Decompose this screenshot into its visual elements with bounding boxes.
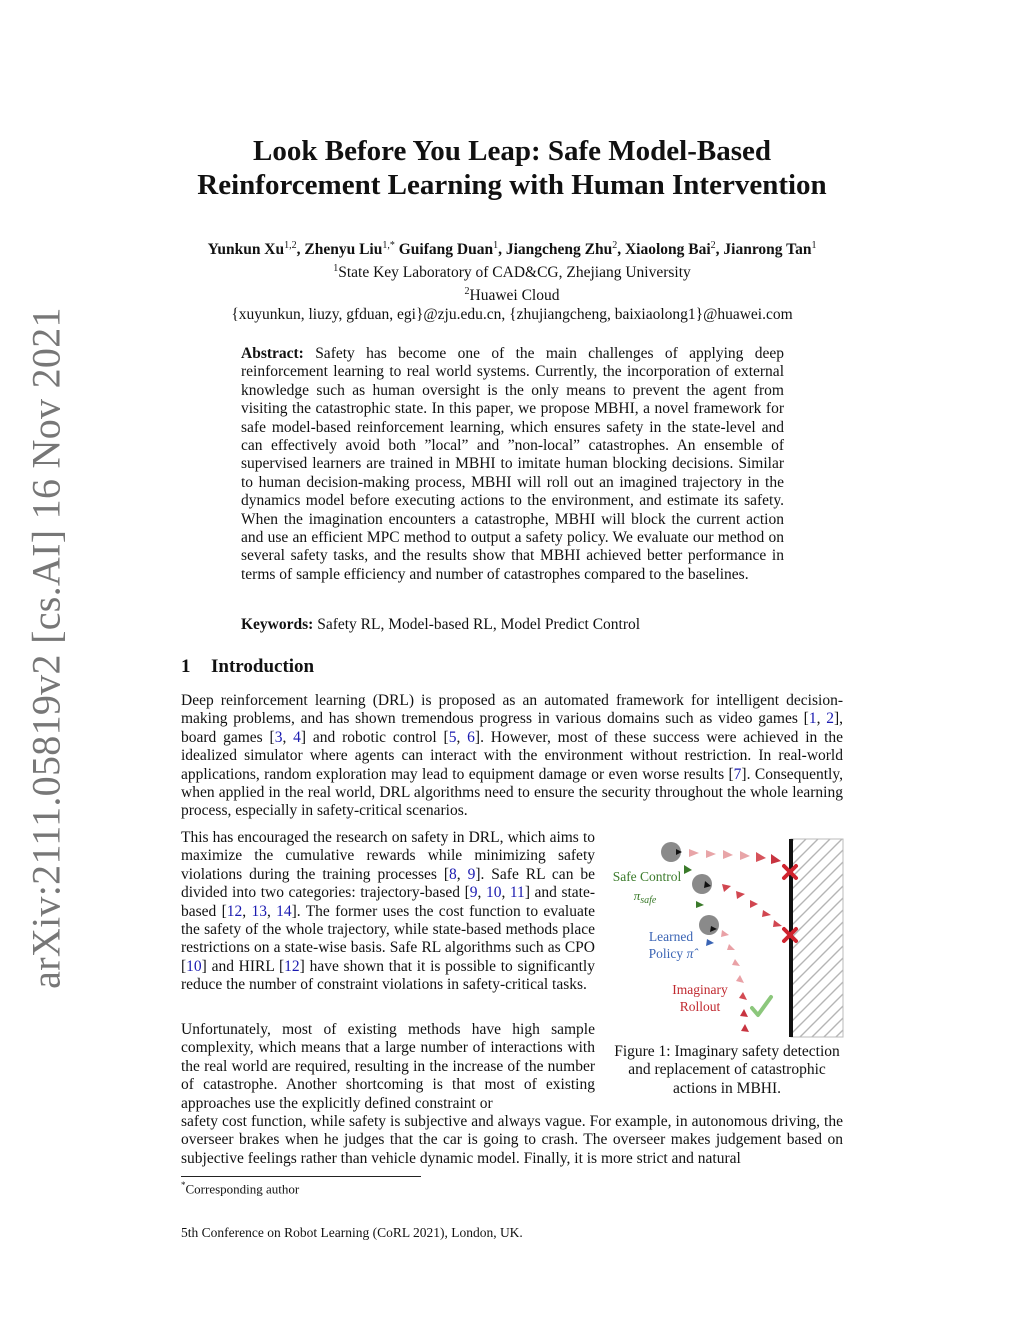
author-separator: , [617,241,625,259]
agent-1-icon [661,842,682,862]
author-affiliation-mark: 1 [811,240,817,251]
paragraph-intro-3: Unfortunately, most of existing methods have high sample complexity, which means that a large number of interactions with the real world are required, resulting in the increase of the number of catastrophe. Another shortcoming is that most of existing approaches use the explicitly defined constraint or [181,1021,595,1112]
citation-link[interactable]: 13 [251,902,267,920]
figure-label-policy: Policy π̂ [648,946,694,961]
section-heading [181,656,314,678]
author-name: Jianrong Tan [723,241,812,259]
author-emails: {xuyunkun, liuzy, gfduan, egi}@zju.edu.cn, {zhujiangcheng, baixiaolong1}@huawei.com [231,306,793,324]
affiliation-2-mark: 2 [464,286,470,298]
footnote-divider [181,1176,421,1177]
rollout-trajectory [721,930,749,1032]
author-affiliation-mark: 1,* [382,240,395,251]
affiliation-1 [150,259,874,282]
author-affiliation-mark: 1,2 [284,240,297,251]
citation-link[interactable]: 7 [733,765,742,783]
figure-label-rollout: Rollout [679,999,721,1014]
citation-link[interactable]: 11 [509,884,525,902]
author-affiliation-mark: 2 [612,240,618,251]
author-block [150,236,874,324]
citation-link[interactable]: 12 [226,902,243,920]
paragraph-intro-3-continued: safety cost function, while safety is subjective and always vague. For example, in autonomous driving, the overseer brakes when he judges that the car is going to crash. The overseer makes judgement based on subjective feelings rather than vehicle dynamic model. Finally, it is more strict and natural [181,1113,843,1167]
author-name: Yunkun Xu [207,241,285,259]
author-affiliation-mark: 1 [493,240,499,251]
figure-label-imaginary: Imaginary [672,982,728,997]
citation-link[interactable]: 12 [284,957,300,975]
figure-label-safe-control: Safe Control [612,869,682,884]
citation-link[interactable]: 3 [274,728,283,746]
keywords [241,616,784,634]
author-list [150,236,874,259]
arxiv-identifier [23,306,69,989]
figure-label-learned: Learned [648,929,694,944]
affiliation-1-mark: 1 [333,263,339,275]
author-name: Jiangcheng Zhu [505,241,613,259]
footnote-text: Corresponding author [185,1181,300,1197]
author-separator: , [296,241,305,259]
wall-hatch [791,839,843,1037]
author-affiliation-mark: 2 [710,240,716,251]
figure-1-diagram [605,836,850,1042]
affiliation-2 [150,282,874,305]
conference-note: 5th Conference on Robot Learning (CoRL 2021), London, UK. [181,1225,523,1240]
section-title: Introduction [211,656,315,677]
section-number: 1 [181,656,191,677]
author-separator: , [715,241,724,259]
figure-1-caption: Figure 1: Imaginary safety detection and replacement of catastrophic actions in MBHI. [614,1043,840,1097]
figure-label-pi-safe: $\pi_{safe}$ [633,888,657,906]
affiliation-2-text: Huawei Cloud [469,287,560,305]
footnote [181,1180,299,1197]
citation-link[interactable]: 9 [467,865,476,883]
author-separator: , [498,241,506,259]
citation-link[interactable]: 5 [448,728,457,746]
title-line-2: Reinforcement Learning with Human Intervention [197,169,827,201]
safe-trajectory [689,849,781,864]
safe-control-arrow [696,901,704,908]
abstract-label: Abstract: [241,345,304,362]
footnote-mark: * [181,1180,186,1190]
citation-link[interactable]: 1 [808,710,817,728]
citation-link[interactable]: 6 [467,728,475,746]
affiliation-1-text: State Key Laboratory of CAD&CG, Zhejiang University [338,264,691,282]
abstract [241,345,784,584]
paragraph-intro-2: This has encouraged the research on safety in DRL, which aims to maximize the cumulative rewards while minimizing safety violations during the training processes [8, 9]. Safe RL can be divided into two categories: trajectory-based [9, 10, 11] and state-based [12, 13, 14]. The former uses the cost function to evaluate the safety of the whole trajectory, while state-based methods place restrictions on a state-wise basis. Safe RL algorithms such as CPO [10] and HIRL [12] have shown that it is possible to significantly reduce the number of constraint violations in safety-critical tasks. [181,829,596,994]
citation-link[interactable]: 2 [826,710,834,728]
arxiv-identifier-text: arXiv:2111.05819v2 [cs.AI] 16 Nov 2021 [23,306,69,989]
abstract-text: Safety has become one of the main challenges of applying deep reinforcement learning to real world systems. Currently, the incorporation of external knowledge such as human oversight is the only means to prevent the agent from visiting the catastrophic state. In this paper, we propose MBHI, a novel framework for safe model-based reinforcement learning, which ensures safety in the state-level and can effectively avoid both ”local” and ”non-local” catastrophes. An ensemble of supervised learners are trained in MBHI to imitate human blocking decisions. Similar to human decision-making process, MBHI will roll out an imagined trajectory in the dynamics model before executing actions to the environment, and estimate its safety. When the imagination encounters a catastrophe, MBHI will block the current action and use an efficient MPC method to output a safety policy. We evaluate our method on several safety tasks, and the results show that MBHI achieved better performance in terms of sample efficiency and number of catastrophes compared to the baselines. [241,345,784,583]
citation-link[interactable]: 10 [485,884,502,902]
learned-policy-arrow [706,939,714,946]
author-name: Xiaolong Bai [624,241,711,259]
check-icon [752,997,771,1015]
citation-link[interactable]: 8 [449,865,457,883]
citation-link[interactable]: 4 [293,728,301,746]
citation-link[interactable]: 14 [276,902,292,920]
author-name: Guifang Duan [398,241,494,259]
unsafe-trajectory [722,884,782,927]
citation-link[interactable]: 9 [469,884,478,902]
agent-3-icon [699,915,719,935]
agent-2-icon [692,874,712,894]
keywords-text: Safety RL, Model-based RL, Model Predict Control [317,616,641,633]
author-name: Zhenyu Liu [304,241,383,259]
safe-control-arrow [684,865,692,874]
title-line-1: Look Before You Leap: Safe Model-Based [253,135,771,167]
paragraph-intro-1: Deep reinforcement learning (DRL) is proposed as an automated framework for intelligent decision-making problems, and has shown tremendous progress in various domains such as video games [1, 2], board games [3, 4] and robotic control [5, 6]. However, most of these success were achieved in the idealized simulator where agents can interact with the environment without restriction. In real-world applications, random exploration may lead to equipment damage or even worse results [7]. Consequently, when applied in the real world, DRL algorithms need to ensure the security throughout the whole learning process, especially in safety-critical scenarios. [181,692,844,820]
paper-title [130,134,894,202]
keywords-label: Keywords: [241,616,314,633]
citation-link[interactable]: 10 [186,957,202,975]
